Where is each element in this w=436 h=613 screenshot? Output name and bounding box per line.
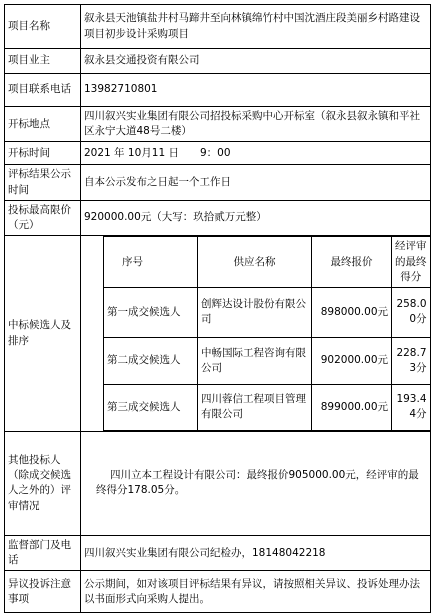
row-contact bbox=[5, 74, 431, 107]
candidate-price: 898000.00元 bbox=[312, 287, 392, 337]
time-label: 开标时间 bbox=[5, 142, 81, 165]
candidate-row bbox=[81, 337, 430, 384]
location-value: 四川叙兴实业集团有限公司招投标采购中心开标室（叙永县叙永镇和平社区永宁大道48号二楼） bbox=[81, 107, 431, 142]
max-price-label: 投标最高限价（元） bbox=[5, 200, 81, 235]
candidate-seq: 第三成交候选人 bbox=[104, 384, 198, 430]
objection-label: 异议投诉注意事项 bbox=[5, 571, 81, 613]
candidate-score: 193.44分 bbox=[392, 384, 431, 430]
location-label: 开标地点 bbox=[5, 107, 81, 142]
candidate-name: 中畅国际工程咨询有限公司 bbox=[198, 337, 312, 384]
objection-value: 公示期间，如对该项目评标结果有异议，请按照相关异议、投诉处理办法以书面形式向采购人提出。 bbox=[81, 571, 431, 613]
row-supervisor bbox=[5, 535, 431, 570]
candidate-score: 228.73分 bbox=[392, 337, 431, 384]
header-score: 经评审的最终得分 bbox=[392, 237, 431, 288]
project-name-label: 项目名称 bbox=[5, 5, 81, 49]
project-name-value: 叙永县天池镇盐井村马蹄井至向林镇绵竹村中国沈酒庄段美丽乡村路建设项目初步设计采购项目 bbox=[81, 5, 431, 49]
candidates-table bbox=[81, 236, 431, 431]
candidates-indent bbox=[81, 287, 104, 337]
row-candidates bbox=[5, 236, 431, 432]
candidates-cell bbox=[81, 236, 431, 432]
others-value: 四川立本工程设计有限公司：最终报价905000.00元，经评审的最终得分178.05分。 bbox=[96, 469, 419, 497]
candidates-header-row bbox=[81, 237, 430, 288]
row-objection bbox=[5, 571, 431, 613]
supervisor-label: 监督部门及电话 bbox=[5, 535, 81, 570]
row-project-name bbox=[5, 5, 431, 49]
header-price: 最终报价 bbox=[312, 237, 392, 288]
contact-value: 13982710801 bbox=[81, 74, 431, 107]
candidate-name: 创辉达设计股份有限公司 bbox=[198, 287, 312, 337]
candidate-seq: 第二成交候选人 bbox=[104, 337, 198, 384]
publicity-label: 评标结果公示时间 bbox=[5, 165, 81, 200]
row-time bbox=[5, 142, 431, 165]
row-publicity bbox=[5, 165, 431, 200]
contact-label: 项目联系电话 bbox=[5, 74, 81, 107]
candidates-indent bbox=[81, 337, 104, 384]
candidate-row bbox=[81, 384, 430, 430]
publicity-value: 自本公示发布之日起一个工作日 bbox=[81, 165, 431, 200]
time-value: 2021 年 10月11 日 9：00 bbox=[81, 142, 431, 165]
others-cell bbox=[81, 431, 431, 535]
row-others bbox=[5, 431, 431, 535]
bid-result-table bbox=[4, 4, 431, 613]
candidates-indent bbox=[81, 384, 104, 430]
candidates-indent bbox=[81, 237, 104, 288]
candidate-price: 899000.00元 bbox=[312, 384, 392, 430]
candidate-score: 258.00分 bbox=[392, 287, 431, 337]
others-label: 其他投标人（除成交候选人之外的）评审情况 bbox=[5, 431, 81, 535]
header-seq: 序号 bbox=[104, 237, 198, 288]
max-price-value: 920000.00元（大写：玖拾贰万元整） bbox=[81, 200, 431, 235]
candidate-price: 902000.00元 bbox=[312, 337, 392, 384]
candidate-seq: 第一成交候选人 bbox=[104, 287, 198, 337]
candidates-label: 中标候选人及排序 bbox=[5, 236, 81, 432]
header-name: 供应名称 bbox=[198, 237, 312, 288]
owner-label: 项目业主 bbox=[5, 49, 81, 74]
owner-value: 叙永县交通投资有限公司 bbox=[81, 49, 431, 74]
supervisor-value: 四川叙兴实业集团有限公司纪检办，18148042218 bbox=[81, 535, 431, 570]
row-owner bbox=[5, 49, 431, 74]
candidate-name: 四川蓉信工程项目管理有限公司 bbox=[198, 384, 312, 430]
row-location bbox=[5, 107, 431, 142]
row-max-price bbox=[5, 200, 431, 235]
candidate-row bbox=[81, 287, 430, 337]
